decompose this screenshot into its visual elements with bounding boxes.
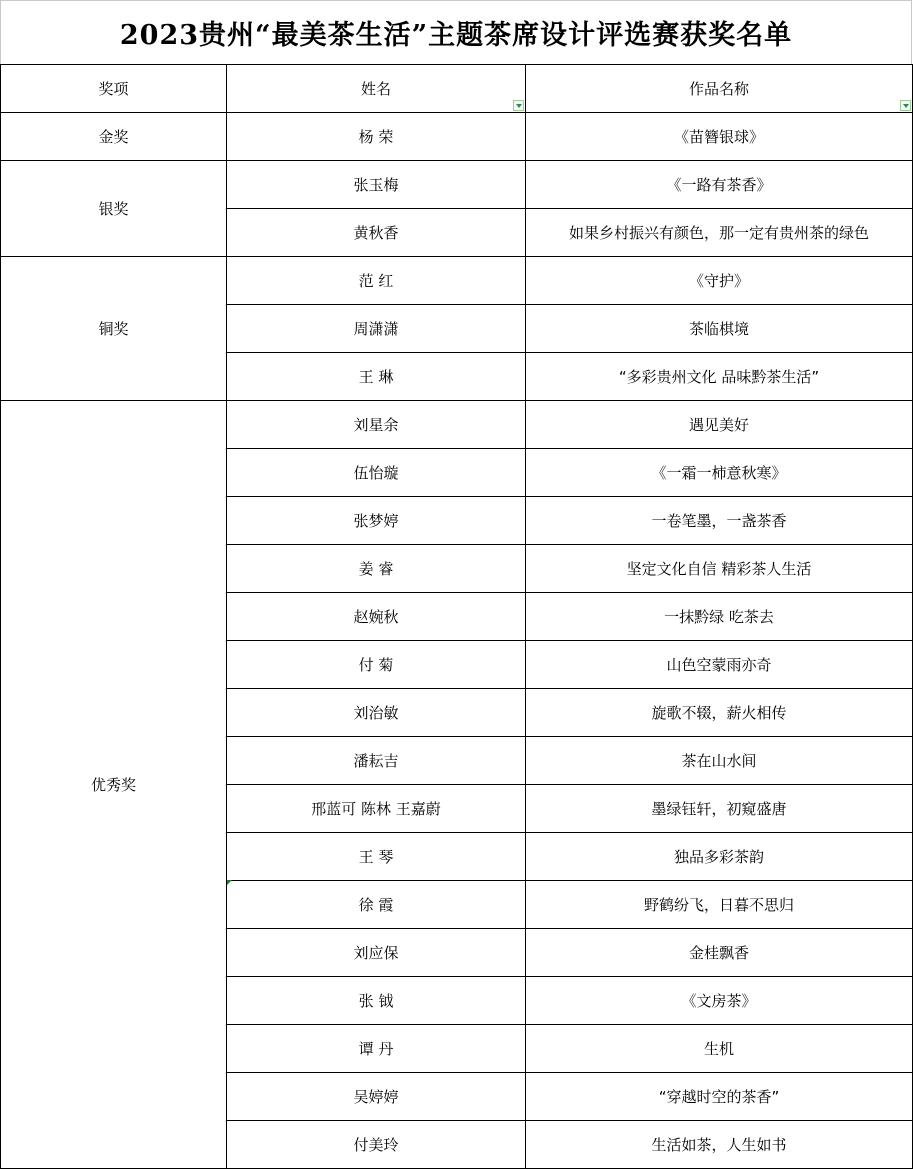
- work-title-cell[interactable]: 墨绿钰轩，初窥盛唐: [526, 785, 913, 833]
- name-cell[interactable]: 黄秋香: [227, 209, 526, 257]
- award-cell[interactable]: 铜奖: [1, 257, 227, 401]
- work-title-cell[interactable]: 金桂飘香: [526, 929, 913, 977]
- work-title-cell[interactable]: 茶临棋境: [526, 305, 913, 353]
- award-cell[interactable]: 银奖: [1, 161, 227, 257]
- name-cell[interactable]: 杨 荣: [227, 113, 526, 161]
- work-title-cell[interactable]: “多彩贵州文化 品味黔茶生活”: [526, 353, 913, 401]
- name-cell[interactable]: 范 红: [227, 257, 526, 305]
- work-title-cell[interactable]: 《一路有茶香》: [526, 161, 913, 209]
- work-title-cell[interactable]: 《一霜一柿意秋寒》: [526, 449, 913, 497]
- name-cell[interactable]: 邢蓝可 陈林 王嘉蔚: [227, 785, 526, 833]
- header-name[interactable]: [227, 65, 526, 113]
- award-cell[interactable]: 金奖: [1, 113, 227, 161]
- document-title: 2023贵州“最美茶生活”主题茶席设计评选赛获奖名单: [0, 0, 912, 64]
- name-cell[interactable]: 姜 睿: [227, 545, 526, 593]
- name-cell[interactable]: 付 菊: [227, 641, 526, 689]
- header-work-label: 作品名称: [688, 80, 749, 98]
- work-title-cell[interactable]: 一卷笔墨，一盏茶香: [526, 497, 913, 545]
- header-row: [1, 65, 913, 113]
- work-title-cell[interactable]: 遇见美好: [526, 401, 913, 449]
- filter-dropdown-icon[interactable]: [513, 100, 524, 111]
- work-title-cell[interactable]: 《守护》: [526, 257, 913, 305]
- table-row: [1, 257, 913, 305]
- work-title-cell[interactable]: 《文房茶》: [526, 977, 913, 1025]
- award-table: [0, 64, 913, 1169]
- work-title-cell[interactable]: 生机: [526, 1025, 913, 1073]
- name-cell[interactable]: 刘星余: [227, 401, 526, 449]
- name-cell[interactable]: 谭 丹: [227, 1025, 526, 1073]
- name-cell[interactable]: 张 钺: [227, 977, 526, 1025]
- work-title-cell[interactable]: 生活如茶，人生如书: [526, 1121, 913, 1169]
- award-cell[interactable]: 优秀奖: [1, 401, 227, 1169]
- table-body: [1, 113, 913, 1169]
- name-cell[interactable]: 吴婷婷: [227, 1073, 526, 1121]
- header-work[interactable]: [526, 65, 913, 113]
- work-title-cell[interactable]: 《苗簪银球》: [526, 113, 913, 161]
- header-name-label: 姓名: [360, 80, 391, 98]
- name-cell[interactable]: 潘耘吉: [227, 737, 526, 785]
- work-title-cell[interactable]: 独品多彩茶韵: [526, 833, 913, 881]
- table-row: [1, 161, 913, 209]
- work-title-cell[interactable]: 一抹黔绿 吃茶去: [526, 593, 913, 641]
- name-cell[interactable]: 王 琳: [227, 353, 526, 401]
- header-award-label: 奖项: [98, 80, 129, 98]
- cell-comment-marker-icon: [227, 880, 232, 885]
- name-cell[interactable]: 王 琴: [227, 833, 526, 881]
- work-title-cell[interactable]: 如果乡村振兴有颜色，那一定有贵州茶的绿色: [526, 209, 913, 257]
- table-row: [1, 113, 913, 161]
- name-cell[interactable]: 付美玲: [227, 1121, 526, 1169]
- work-title-cell[interactable]: 野鹤纷飞，日暮不思归: [526, 881, 913, 929]
- name-cell[interactable]: 徐 霞: [227, 881, 526, 929]
- work-title-cell[interactable]: 旋歌不辍，薪火相传: [526, 689, 913, 737]
- name-cell[interactable]: 张玉梅: [227, 161, 526, 209]
- work-title-cell[interactable]: 茶在山水间: [526, 737, 913, 785]
- filter-dropdown-icon[interactable]: [900, 100, 911, 111]
- name-cell[interactable]: 刘治敏: [227, 689, 526, 737]
- name-cell[interactable]: 张梦婷: [227, 497, 526, 545]
- name-cell[interactable]: 赵婉秋: [227, 593, 526, 641]
- name-cell[interactable]: 刘应保: [227, 929, 526, 977]
- work-title-cell[interactable]: 坚定文化自信 精彩茶人生活: [526, 545, 913, 593]
- name-cell[interactable]: 周潇潇: [227, 305, 526, 353]
- work-title-cell[interactable]: 山色空蒙雨亦奇: [526, 641, 913, 689]
- header-award[interactable]: [1, 65, 227, 113]
- name-cell[interactable]: 伍怡璇: [227, 449, 526, 497]
- work-title-cell[interactable]: “穿越时空的茶香”: [526, 1073, 913, 1121]
- table-row: [1, 401, 913, 449]
